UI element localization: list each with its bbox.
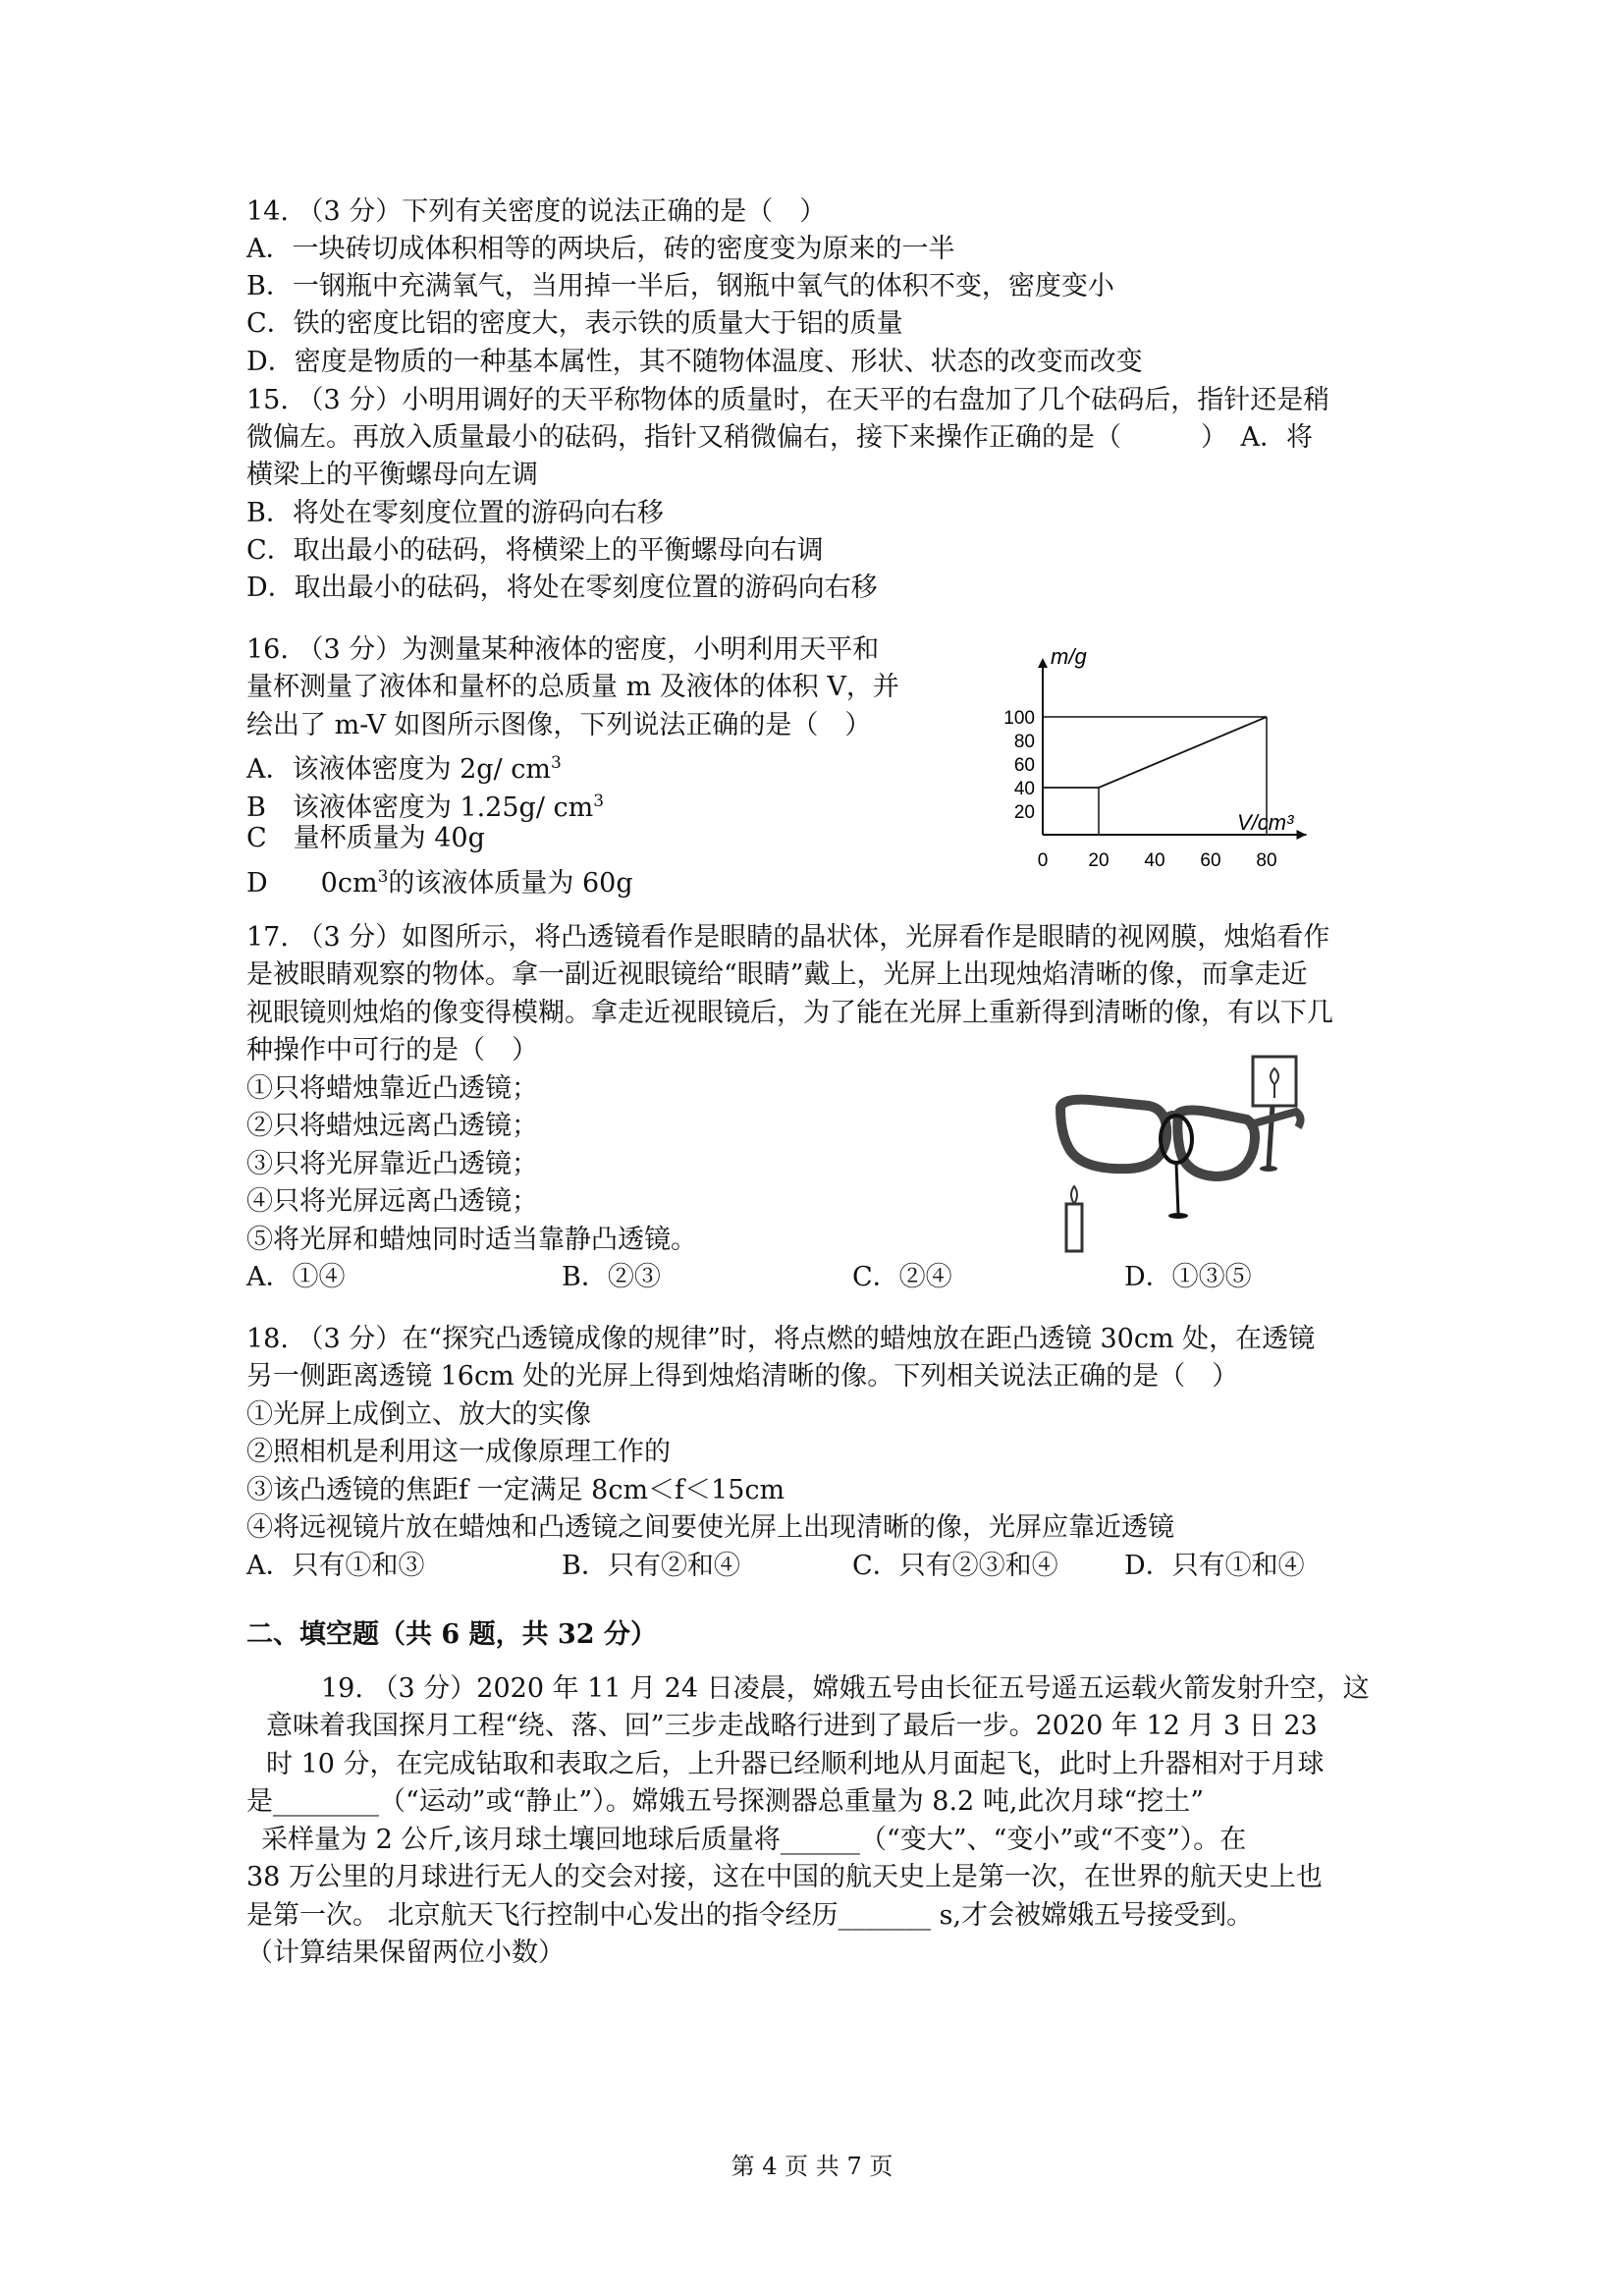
q15-option-d: D．取出最小的砝码，将处在零刻度位置的游码向右移 — [246, 573, 878, 603]
page-number: 第 4 页 共 7 页 — [731, 2153, 893, 2180]
x-axis-arrow — [1297, 830, 1307, 840]
q19-line7: 是第一次。 北京航天飞行控制中心发出的指令经历_______ s,才会被嫦娥五号接受到。 — [246, 1900, 1254, 1931]
q14-option-a: A．一块砖切成体积相等的两块后，砖的密度变为原来的一半 — [246, 234, 955, 264]
q19-line5: 采样量为 2 公斤,该月球土壤回地球后质量将______（“变大”、“变小”或“不变”）。在 — [261, 1825, 1247, 1855]
candle-icon — [1066, 1186, 1082, 1251]
q15-line2: 微偏左。再放入质量最小的砝码，指针又稍微偏右，接下来操作正确的是（ ） A．将 — [246, 422, 1313, 453]
q18-option-b: B．只有②和④ — [562, 1551, 740, 1581]
q16-option-a: A．该液体密度为 2g/ $cm^3$ — [246, 753, 562, 785]
q19-line2: 意味着我国探月工程“绕、落、回”三步走战略行进到了最后一步。2020 年 12 月 3 日 23 — [266, 1711, 1318, 1741]
y-tick-label: 100 — [1003, 708, 1035, 729]
q17-line4: 种操作中可行的是（ ） — [246, 1035, 538, 1066]
section-heading: 二、填空题（共 6 题，共 32 分） — [246, 1619, 657, 1650]
q18-options — [246, 1548, 1376, 1585]
q17-item-2: ②只将蜡烛远离凸透镜； — [246, 1111, 538, 1141]
q16-line2: 量杯测量了液体和量杯的总质量 m 及液体的体积 V，并 — [246, 672, 899, 702]
q17-line2: 是被眼睛观察的物体。拿一副近视眼镜给“眼睛”戴上，光屏上出现烛焰清晰的像，而拿走近 — [246, 959, 1308, 990]
q17-item-4: ④只将光屏远离凸透镜； — [246, 1186, 538, 1217]
q17-item-1: ①只将蜡烛靠近凸透镜； — [246, 1073, 538, 1104]
q17-option-a: A．①④ — [246, 1262, 346, 1292]
q18-option-c: C．只有②③和④ — [852, 1551, 1058, 1581]
y-tick-label: 80 — [1013, 732, 1035, 752]
q16-option-d: D $0cm^3$的该液体质量为 60g — [246, 867, 633, 899]
q17-line1: 17. （3 分）如图所示，将凸透镜看作是眼睛的晶状体，光屏看作是眼睛的视网膜，烛焰看作 — [246, 922, 1330, 953]
q19-line8: （计算结果保留两位小数） — [246, 1938, 565, 1968]
q18-option-a: A．只有①和③ — [246, 1551, 425, 1581]
q15-option-c: C．取出最小的砝码，将横梁上的平衡螺母向右调 — [246, 535, 824, 566]
q14-option-c: C．铁的密度比铝的密度大，表示铁的质量大于铝的质量 — [246, 308, 903, 339]
y-tick-label: 40 — [1013, 779, 1035, 799]
q17-item-3: ③只将光屏靠近凸透镜； — [246, 1149, 538, 1179]
y-axis-label: m/g — [1051, 644, 1087, 669]
x-tick-label: 0 — [1037, 850, 1049, 871]
x-axis-label: V/cm³ — [1237, 810, 1294, 835]
q17-option-d: D．①③⑤ — [1124, 1262, 1252, 1292]
y-tick-label: 60 — [1013, 755, 1035, 776]
x-tick-label: 60 — [1200, 850, 1221, 871]
q14-option-d: D．密度是物质的一种基本属性，其不随物体温度、形状、状态的改变而改变 — [246, 347, 1143, 377]
x-tick-label: 40 — [1144, 850, 1165, 871]
q18-line2: 另一侧距离透镜 16cm 处的光屏上得到烛焰清晰的像。下列相关说法正确的是（ ） — [246, 1361, 1239, 1392]
lens-experiment-illustration — [1051, 1049, 1306, 1255]
x-tick-label: 20 — [1088, 850, 1110, 871]
q16-option-b: B 该液体密度为 1.25g/ $cm^3$ — [246, 792, 605, 823]
x-tick-label: 80 — [1256, 850, 1277, 871]
q15-line3: 横梁上的平衡螺母向左调 — [246, 460, 538, 490]
q19-line3: 时 10 分，在完成钻取和表取之后，上升器已经顺利地从月面起飞，此时上升器相对于月球 — [266, 1749, 1325, 1779]
q18-item-4: ④将远视镜片放在蜡烛和凸透镜之间要使光屏上出现清晰的像，光屏应靠近透镜 — [246, 1512, 1174, 1543]
mass-volume-chart — [992, 638, 1326, 879]
q14-stem: 14. （3 分）下列有关密度的说法正确的是（ ） — [246, 196, 827, 227]
q16-line3: 绘出了 m-V 如图所示图像，下列说法正确的是（ ） — [246, 710, 872, 740]
q17-line3: 视眼镜则烛焰的像变得模糊。拿走近视眼镜后，为了能在光屏上重新得到清晰的像，有以下几 — [246, 998, 1333, 1028]
myopia-glasses-icon — [1060, 1100, 1301, 1176]
q19-line1: 19. （3 分）2020 年 11 月 24 日凌晨，嫦娥五号由长征五号遥五运载火箭发射升空，这 — [321, 1673, 1370, 1704]
q15-line1: 15. （3 分）小明用调好的天平称物体的质量时，在天平的右盘加了几个砝码后，指针还是稍 — [246, 385, 1330, 415]
series-line — [1043, 717, 1267, 788]
q19-line4: 是________（“运动”或“静止”）。嫦娥五号探测器总重量为 8.2 吨,此次月球“挖土” — [246, 1786, 1205, 1817]
q18-item-3: ③该凸透镜的焦距f 一定满足 8cm＜f＜15cm — [246, 1475, 785, 1505]
q18-item-2: ②照相机是利用这一成像原理工作的 — [246, 1437, 671, 1467]
q19-line6: 38 万公里的月球进行无人的交会对接，这在中国的航天史上是第一次，在世界的航天史上也 — [246, 1862, 1323, 1892]
q16-line1: 16. （3 分）为测量某种液体的密度，小明利用天平和 — [246, 634, 880, 665]
y-axis-arrow — [1038, 658, 1048, 668]
q18-line1: 18. （3 分）在“探究凸透镜成像的规律”时，将点燃的蜡烛放在距凸透镜 30cm 处，在透镜 — [246, 1324, 1316, 1354]
y-tick-label: 20 — [1013, 802, 1035, 823]
q14-option-b: B．一钢瓶中充满氧气，当用掉一半后，钢瓶中氧气的体积不变，密度变小 — [246, 271, 1114, 301]
q18-item-1: ①光屏上成倒立、放大的实像 — [246, 1399, 591, 1430]
q16-option-c: C 量杯质量为 40g — [246, 823, 485, 853]
q15-option-b: B．将处在零刻度位置的游码向右移 — [246, 498, 664, 528]
q17-options — [246, 1259, 1326, 1296]
q18-option-d: D．只有①和④ — [1124, 1551, 1305, 1581]
q17-option-c: C．②④ — [852, 1262, 952, 1292]
q17-option-b: B．②③ — [562, 1262, 661, 1292]
q17-item-5: ⑤将光屏和蜡烛同时适当靠静凸透镜。 — [246, 1225, 697, 1255]
